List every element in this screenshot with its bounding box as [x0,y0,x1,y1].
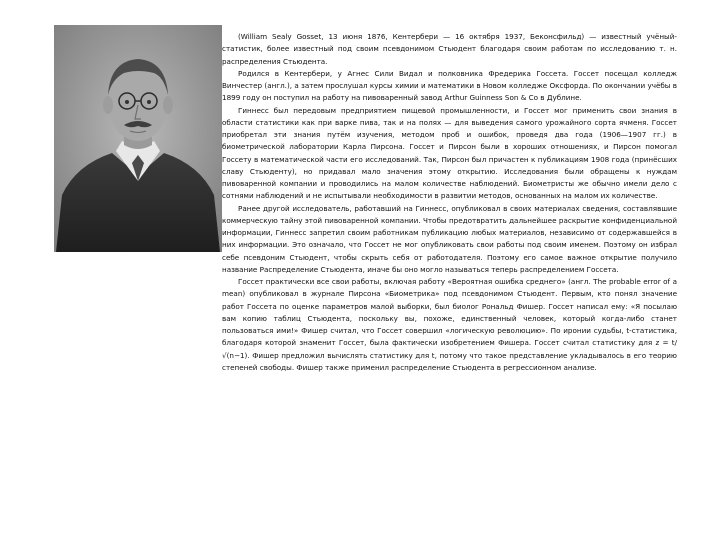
paragraph: Ранее другой исследователь, работавший на Гиннесс, опубликовал в своих материалах сведения, составлявшие коммерческую тайну этой пивоваренной компании. Чтобы предотвратить дальнейшее раскрытие конфиденциальной информации, Гиннесс запретил своим работникам публикацию любых материалов, независимо от содержавшейся в них информации. Это означало, что Госсет не мог опубликовать свои работы под своим именем. Поэтому он избрал себе псевдоним Стьюдент, чтобы скрыть себя от работодателя. Поэтому его самое важное открытие получило название Распределение Стьюдента, иначе бы оно могло называться теперь распределением Госсета. [222,203,677,274]
portrait-photo-icon [54,25,222,252]
portrait-photo [54,25,222,252]
paragraph: (William Sealy Gosset, 13 июня 1876, Кентербери — 16 октября 1937, Беконсфильд) — известный учёный-статистик, более известный под своим псевдонимом Стьюдент благодаря своим работам по исследованию т. н. распределения Стьюдента. [222,32,677,66]
biography-text [222,31,677,374]
paragraph: Госсет практически все свои работы, включая работу «Вероятная ошибка среднего» (англ. The probable error of a mean) опубликовал в журнале Пирсона «Биометрика» под псевдонимом Стьюдент. Первым, кто понял значение работ Госсета по оценке параметров малой выборки, был биолог Рональд Фишер. Госсет написал ему: «Я посылаю вам копию таблиц Стьюдента, поскольку вы, похоже, единственный человек, который когда-либо станет пользоваться ими!» Фишер считал, что Госсет совершил «логическую революцию». По иронии судьбы, t-статистика, благодаря которой знаменит Госсет, была фактически изобретением Фишера. Госсет считал статистику для z = t/√(n−1). Фишер предложил вычислять статистику для t, потому что такое представление укладывалось в его теорию степеней свободы. Фишер также применил распределение Стьюдента в регрессионном анализе. [222,277,677,372]
paragraph: Гиннесс был передовым предприятием пищевой промышленности, и Госсет мог применить свои знания в области статистики как при варке пива, так и на полях — для выведения самого урожайного сорта ячменя. Госсет приобретал эти знания путём изучения, методом проб и ошибок, проведя два года (1906—1907 гг.) в биометрической лаборатории Карла Пирсона. Госсет и Пирсон были в хороших отношениях, и Пирсон помогал Госсету в математической части его исследований. Так, Пирсон был причастен к публикациям 1908 года (принёсших славу Стьюденту), но придавал мало значения этому открытию. Исследования были обращены к нуждам пивоваренной компании и проводились на малом количестве наблюдений. Биометристы же обычно имели дело с сотнями наблюдений и не испытывали необходимости в развитии методов, основанных на малом их количестве. [222,105,677,201]
paragraph: Родился в Кентербери, у Агнес Сили Видал и полковника Фредерика Госсета. Госсет посещал колледж Винчестер (англ.), а затем прослушал курсы химии и математики в Новом колледже Оксфорда. По окончании учёбы в 1899 году он поступил на работу на пивоваренный завод Arthur Guinness Son & Co в Дублине. [222,68,677,103]
